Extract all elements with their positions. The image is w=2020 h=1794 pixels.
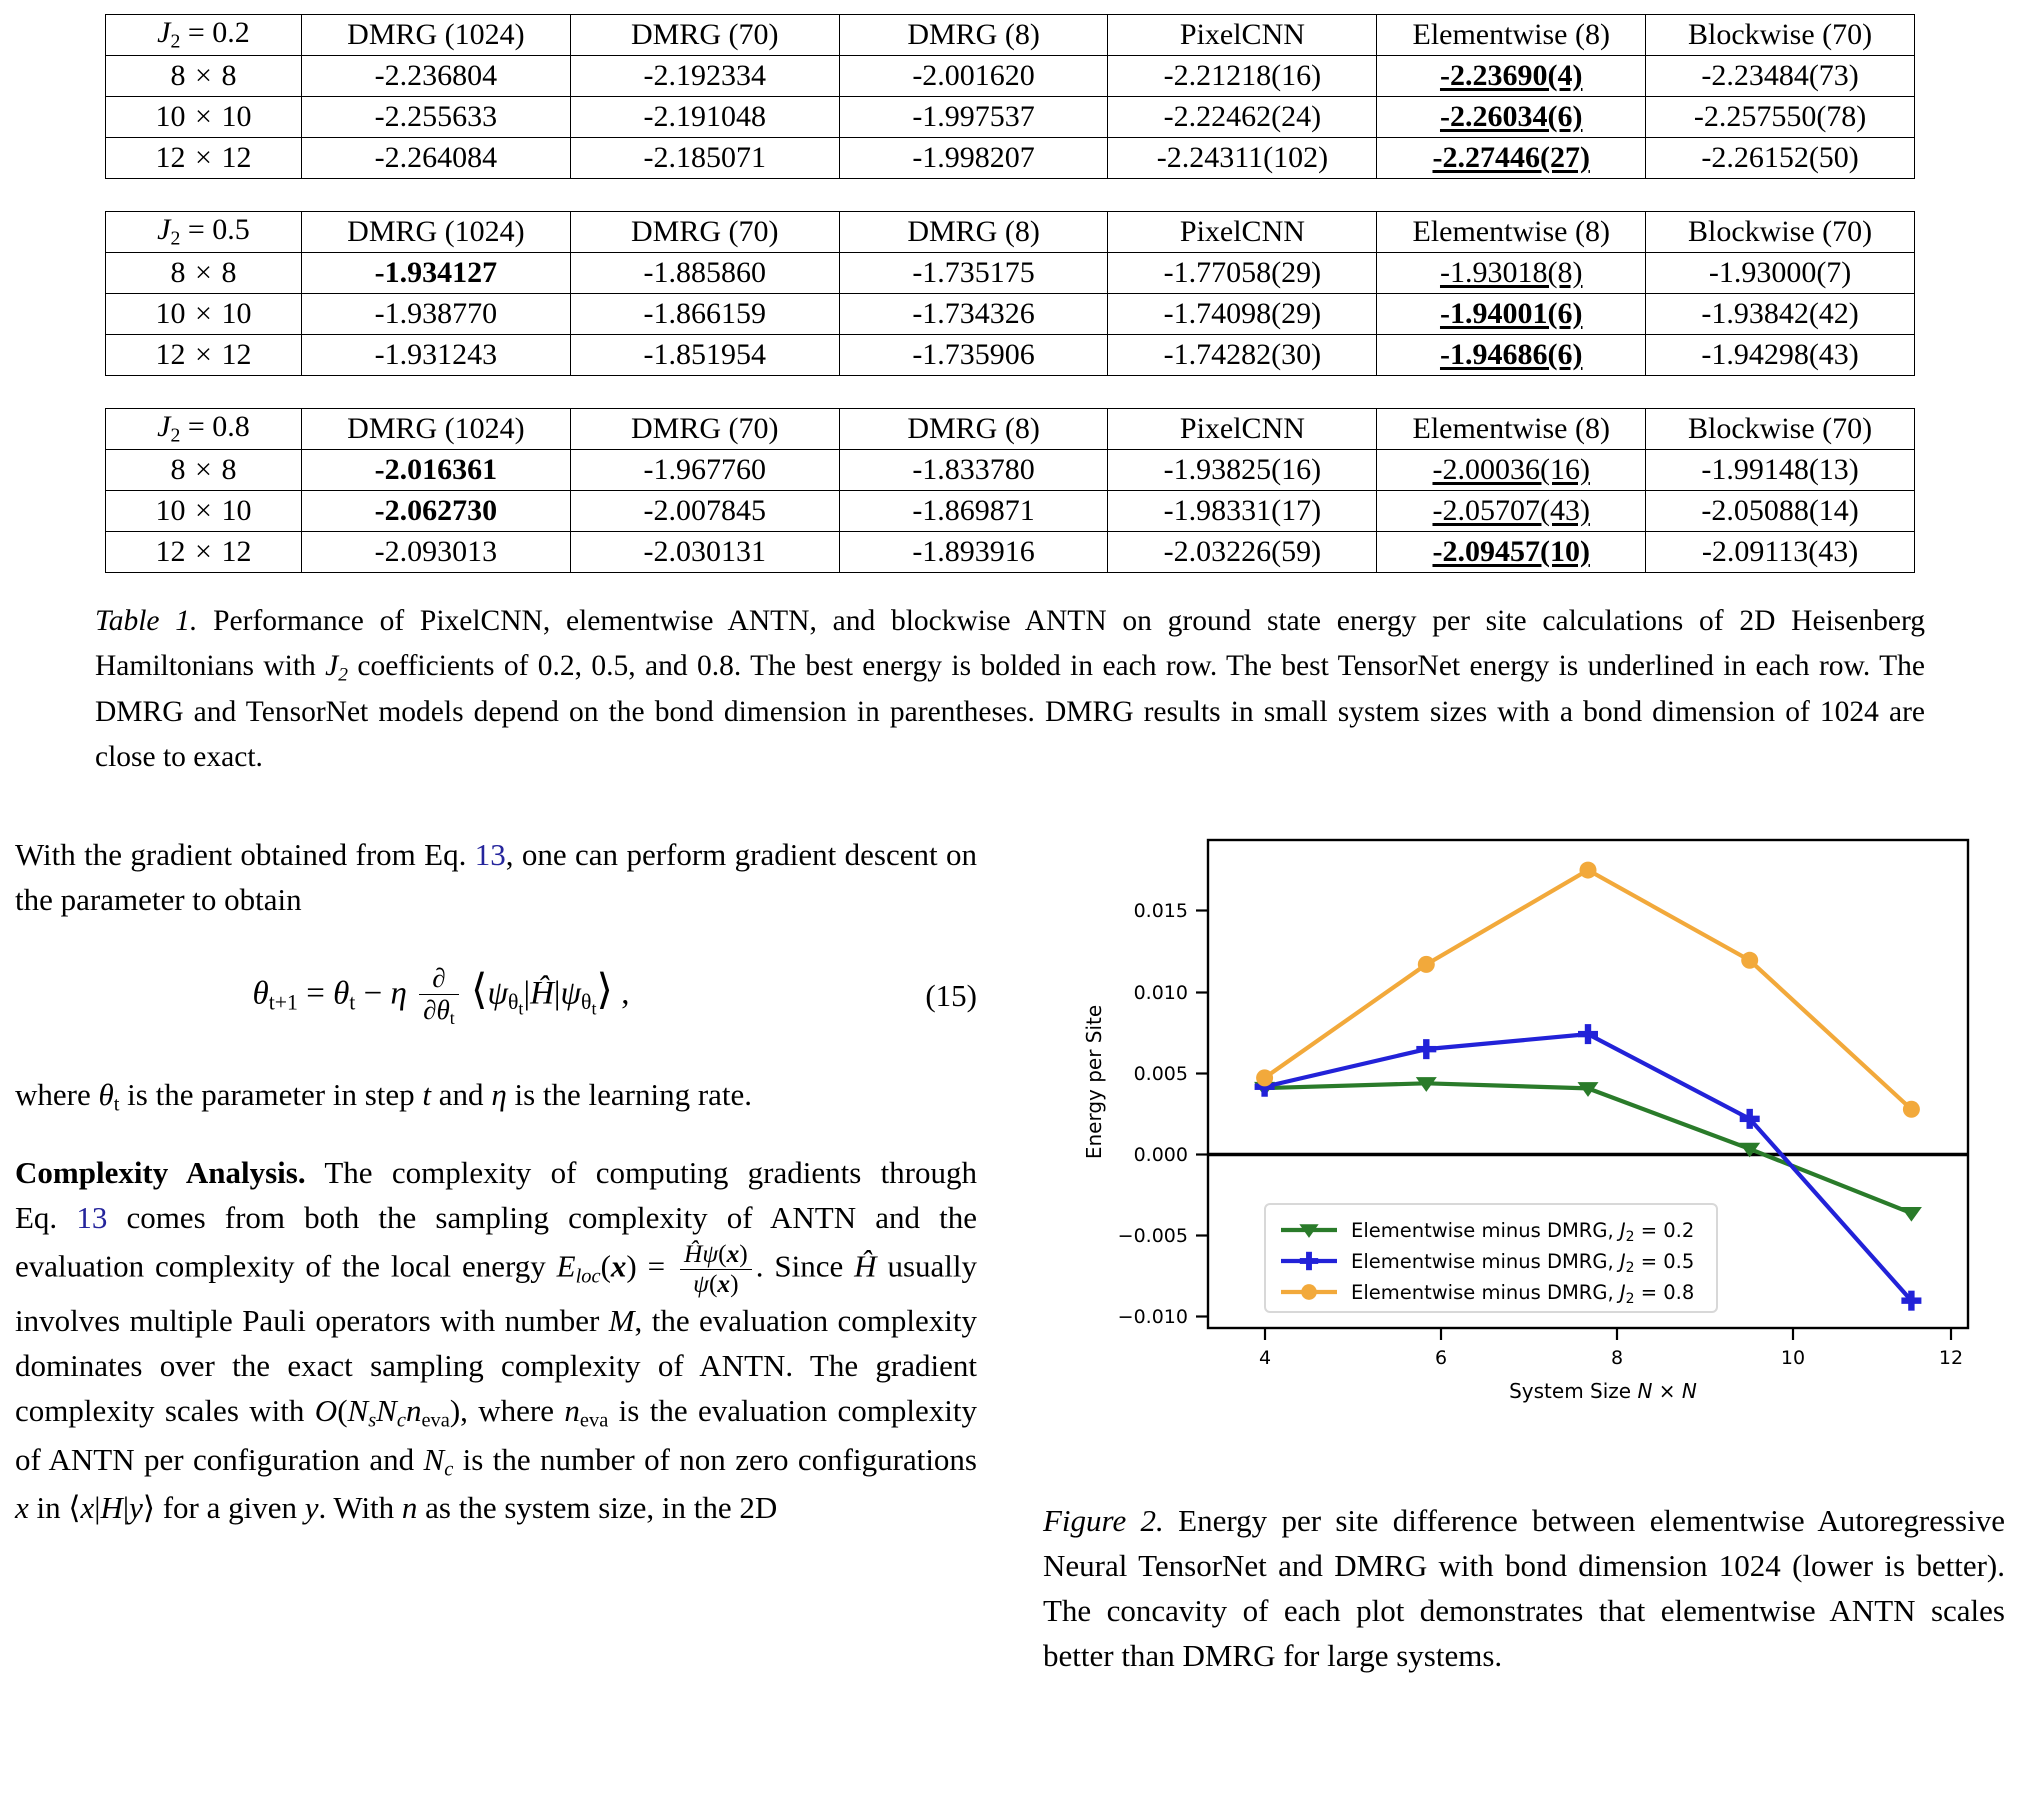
body-columns (15, 832, 2005, 1679)
svg-text:Elementwise minus DMRG, J2 = 0: Elementwise minus DMRG, J2 = 0.8 (1351, 1280, 1695, 1307)
table-cell: -2.09457(10) (1377, 532, 1646, 573)
column-header: DMRG (70) (570, 212, 839, 253)
table-cell: -1.74282(30) (1108, 335, 1377, 376)
table-row (106, 532, 1915, 573)
table-cell: -1.851954 (570, 335, 839, 376)
table-cell: -2.264084 (302, 138, 571, 179)
column-header: DMRG (8) (839, 212, 1108, 253)
row-label: 12 × 12 (106, 532, 302, 573)
row-label: 8 × 8 (106, 450, 302, 491)
table-cell: -2.21218(16) (1108, 56, 1377, 97)
table-header-row (106, 15, 1915, 56)
table-cell: -1.74098(29) (1108, 294, 1377, 335)
table-cell: -1.94298(43) (1646, 335, 1915, 376)
paragraph-spacer (15, 1120, 977, 1150)
table-row (106, 97, 1915, 138)
table-cell: -1.967760 (570, 450, 839, 491)
column-header: DMRG (1024) (302, 212, 571, 253)
table-cell: -1.735906 (839, 335, 1108, 376)
partial-derivative-fraction: $\frac{\partial}{\partial\theta_t}$ (419, 964, 459, 1028)
column-header: DMRG (1024) (302, 409, 571, 450)
table-cell: -1.735175 (839, 253, 1108, 294)
ytick-2: 0.005 (1133, 1062, 1188, 1085)
xtick-4: 12 (1938, 1346, 1964, 1369)
svg-text:Elementwise minus DMRG, J2 = 0: Elementwise minus DMRG, J2 = 0.2 (1351, 1218, 1695, 1245)
table-cell: -2.016361 (302, 450, 571, 491)
table-corner-label: $J_2 = 0.8$ (106, 409, 302, 450)
xtick-0: 4 (1258, 1346, 1272, 1369)
table-cell: -1.885860 (570, 253, 839, 294)
tables-host (0, 14, 2020, 573)
table-caption (95, 599, 1925, 780)
table-cell: -2.27446(27) (1377, 138, 1646, 179)
column-header: DMRG (8) (839, 409, 1108, 450)
table-cell: -1.997537 (839, 97, 1108, 138)
table-row (106, 294, 1915, 335)
table-cell: -2.257550(78) (1646, 97, 1915, 138)
table-cell: -2.191048 (570, 97, 839, 138)
x-axis-label: System Size N × N (1509, 1378, 1697, 1403)
table-cell: -1.869871 (839, 491, 1108, 532)
table-row (106, 56, 1915, 97)
table-row (106, 253, 1915, 294)
column-header: DMRG (1024) (302, 15, 571, 56)
table-cell: -2.00036(16) (1377, 450, 1646, 491)
table-header-row (106, 409, 1915, 450)
table-cell: -2.03226(59) (1108, 532, 1377, 573)
table-header-row (106, 212, 1915, 253)
figure-caption (1043, 1498, 2005, 1679)
row-label: 12 × 12 (106, 138, 302, 179)
y-axis-ticks (1118, 900, 1208, 1328)
results-tables-zone (0, 0, 2020, 573)
table-cell: -2.22462(24) (1108, 97, 1377, 138)
row-label: 10 × 10 (106, 97, 302, 138)
table-cell: -2.093013 (302, 532, 571, 573)
equation-15-number: (15) (925, 977, 977, 1013)
table-caption-body: Performance of PixelCNN, elementwise ANTN, and blockwise ANTN on ground state energy per site calculations of 2D Heisenberg Hamiltonians with $J_2$ coefficients of 0.2, 0.5, and 0.8. The best energy is bolded in each row. The best TensorNet energy is underlined in each row. The DMRG and TensorNet models depend on the bond dimension in parentheses. DMRG results in small system sizes with a bond dimension of 1024 are close to exact. (95, 605, 1925, 773)
table-cell: -2.23484(73) (1646, 56, 1915, 97)
para1-part-a: With the gradient obtained from Eq. (15, 836, 475, 872)
table-cell: -1.734326 (839, 294, 1108, 335)
paragraph-where-theta: where $\theta_t$ is the parameter in step t and η is the learning rate. (15, 1076, 753, 1116)
table-cell: -1.931243 (302, 335, 571, 376)
table-caption-lead: Table 1. (95, 605, 198, 637)
eq-ref-13-second[interactable]: 13 (76, 1200, 108, 1236)
column-header: Blockwise (70) (1646, 212, 1915, 253)
y-axis-label: Energy per Site (1082, 1004, 1106, 1159)
energy-difference-plot (1043, 832, 2003, 1472)
table-cell: -1.998207 (839, 138, 1108, 179)
table-j2-08 (105, 408, 1915, 573)
column-header: Elementwise (8) (1377, 15, 1646, 56)
eloc-fraction: $\frac{Ĥ\psi(x)}{\psi(x)}$ (680, 1241, 752, 1298)
table-cell: -1.99148(13) (1646, 450, 1915, 491)
column-header: Elementwise (8) (1377, 409, 1646, 450)
plot-legend (1265, 1204, 1717, 1312)
table-cell: -2.062730 (302, 491, 571, 532)
ytick-1: 0.010 (1133, 981, 1188, 1004)
column-header: PixelCNN (1108, 409, 1377, 450)
table-cell: -1.934127 (302, 253, 571, 294)
ytick-5: −0.010 (1117, 1305, 1188, 1328)
column-header: DMRG (70) (570, 409, 839, 450)
equation-15-body: $\theta_{t+1} = \theta_t - \eta$ $\frac{\partial}{\partial\theta_t}$ $⟨\psi_{\theta_t}|Ĥ|\psi_{\theta_t}⟩$ , (252, 963, 630, 1028)
svg-text:Elementwise minus DMRG, J2 = 0: Elementwise minus DMRG, J2 = 0.5 (1351, 1249, 1695, 1276)
row-label: 10 × 10 (106, 294, 302, 335)
table-corner-label: $J_2 = 0.2$ (106, 15, 302, 56)
table-cell: -1.893916 (839, 532, 1108, 573)
table-cell: -2.24311(102) (1108, 138, 1377, 179)
table-cell: -2.001620 (839, 56, 1108, 97)
table-corner-label: $J_2 = 0.5$ (106, 212, 302, 253)
right-column (1043, 832, 2005, 1679)
table-cell: -2.26034(6) (1377, 97, 1646, 138)
paragraph-gradient-descent (15, 832, 977, 923)
column-header: PixelCNN (1108, 15, 1377, 56)
table-cell: -2.030131 (570, 532, 839, 573)
complexity-analysis-heading: Complexity Analysis. (15, 1155, 306, 1191)
column-header: Elementwise (8) (1377, 212, 1646, 253)
table-j2-02 (105, 14, 1915, 179)
table-row (106, 450, 1915, 491)
table-cell: -1.98331(17) (1108, 491, 1377, 532)
row-label: 10 × 10 (106, 491, 302, 532)
table-row (106, 491, 1915, 532)
table-cell: -1.866159 (570, 294, 839, 335)
table-cell: -2.23690(4) (1377, 56, 1646, 97)
xtick-1: 6 (1434, 1346, 1448, 1369)
table-cell: -1.94001(6) (1377, 294, 1646, 335)
column-header: PixelCNN (1108, 212, 1377, 253)
table-cell: -2.05088(14) (1646, 491, 1915, 532)
equation-15-row (15, 964, 977, 1028)
ytick-3: 0.000 (1133, 1143, 1188, 1166)
table-cell: -1.938770 (302, 294, 571, 335)
table-cell: -2.26152(50) (1646, 138, 1915, 179)
table-cell: -1.93000(7) (1646, 253, 1915, 294)
table-row (106, 138, 1915, 179)
figure-2 (1043, 832, 2005, 1679)
table-cell: -2.255633 (302, 97, 571, 138)
x-axis-ticks (1259, 1328, 1963, 1369)
column-header: Blockwise (70) (1646, 409, 1915, 450)
table-cell: -1.93825(16) (1108, 450, 1377, 491)
column-header: Blockwise (70) (1646, 15, 1915, 56)
table-cell: -2.185071 (570, 138, 839, 179)
left-column (15, 832, 977, 1531)
column-header: DMRG (70) (570, 15, 839, 56)
table-cell: -2.192334 (570, 56, 839, 97)
table-cell: -2.05707(43) (1377, 491, 1646, 532)
row-label: 8 × 8 (106, 56, 302, 97)
column-header: DMRG (8) (839, 15, 1108, 56)
table-cell: -2.236804 (302, 56, 571, 97)
table-cell: -1.94686(6) (1377, 335, 1646, 376)
figure-caption-lead: Figure 2. (1043, 1502, 1164, 1538)
row-label: 8 × 8 (106, 253, 302, 294)
table-cell: -1.93018(8) (1377, 253, 1646, 294)
row-label: 12 × 12 (106, 335, 302, 376)
eq-ref-13-first[interactable]: 13 (474, 836, 506, 872)
table-cell: -1.93842(42) (1646, 294, 1915, 335)
para1-part-b: , one can perform gradient descent on the parameter to obtain (15, 836, 977, 917)
table-cell: -1.833780 (839, 450, 1108, 491)
paragraph-complexity-analysis: Complexity Analysis. The complexity of computing gradients through Eq. 13 comes from both the sampling complexity of ANTN and the evaluation complexity of the local energy $E_{loc}(x)$ = $\frac{Ĥ\psi(x)}{\psi(x)}$ . Since Ĥ usually involves multiple Pauli operators with number M, the evaluation complexity dominates over the exact sampling complexity of ANTN. The gradient complexity scales with $O(N_sN_cn_{eva})$, where $n_{eva}$ is the evaluation complexity of ANTN per configuration and $N_c$ is the number of non zero configurations x in ⟨x|H|y⟩ for a given y. With n as the system size, in the 2D (15, 1155, 978, 1526)
ytick-0: 0.015 (1133, 899, 1188, 922)
ytick-4: −0.005 (1117, 1224, 1188, 1247)
xtick-3: 10 (1780, 1346, 1806, 1369)
table-cell: -1.77058(29) (1108, 253, 1377, 294)
table-cell: -2.007845 (570, 491, 839, 532)
table-j2-05 (105, 211, 1915, 376)
figure-caption-body: Energy per site difference between elementwise Autoregressive Neural TensorNet and DMRG with bond dimension 1024 (lower is better). The concavity of each plot demonstrates that elementwise ANTN scales better than DMRG for large systems. (1043, 1502, 2005, 1674)
table-row (106, 335, 1915, 376)
xtick-2: 8 (1610, 1346, 1624, 1369)
table-cell: -2.09113(43) (1646, 532, 1915, 573)
